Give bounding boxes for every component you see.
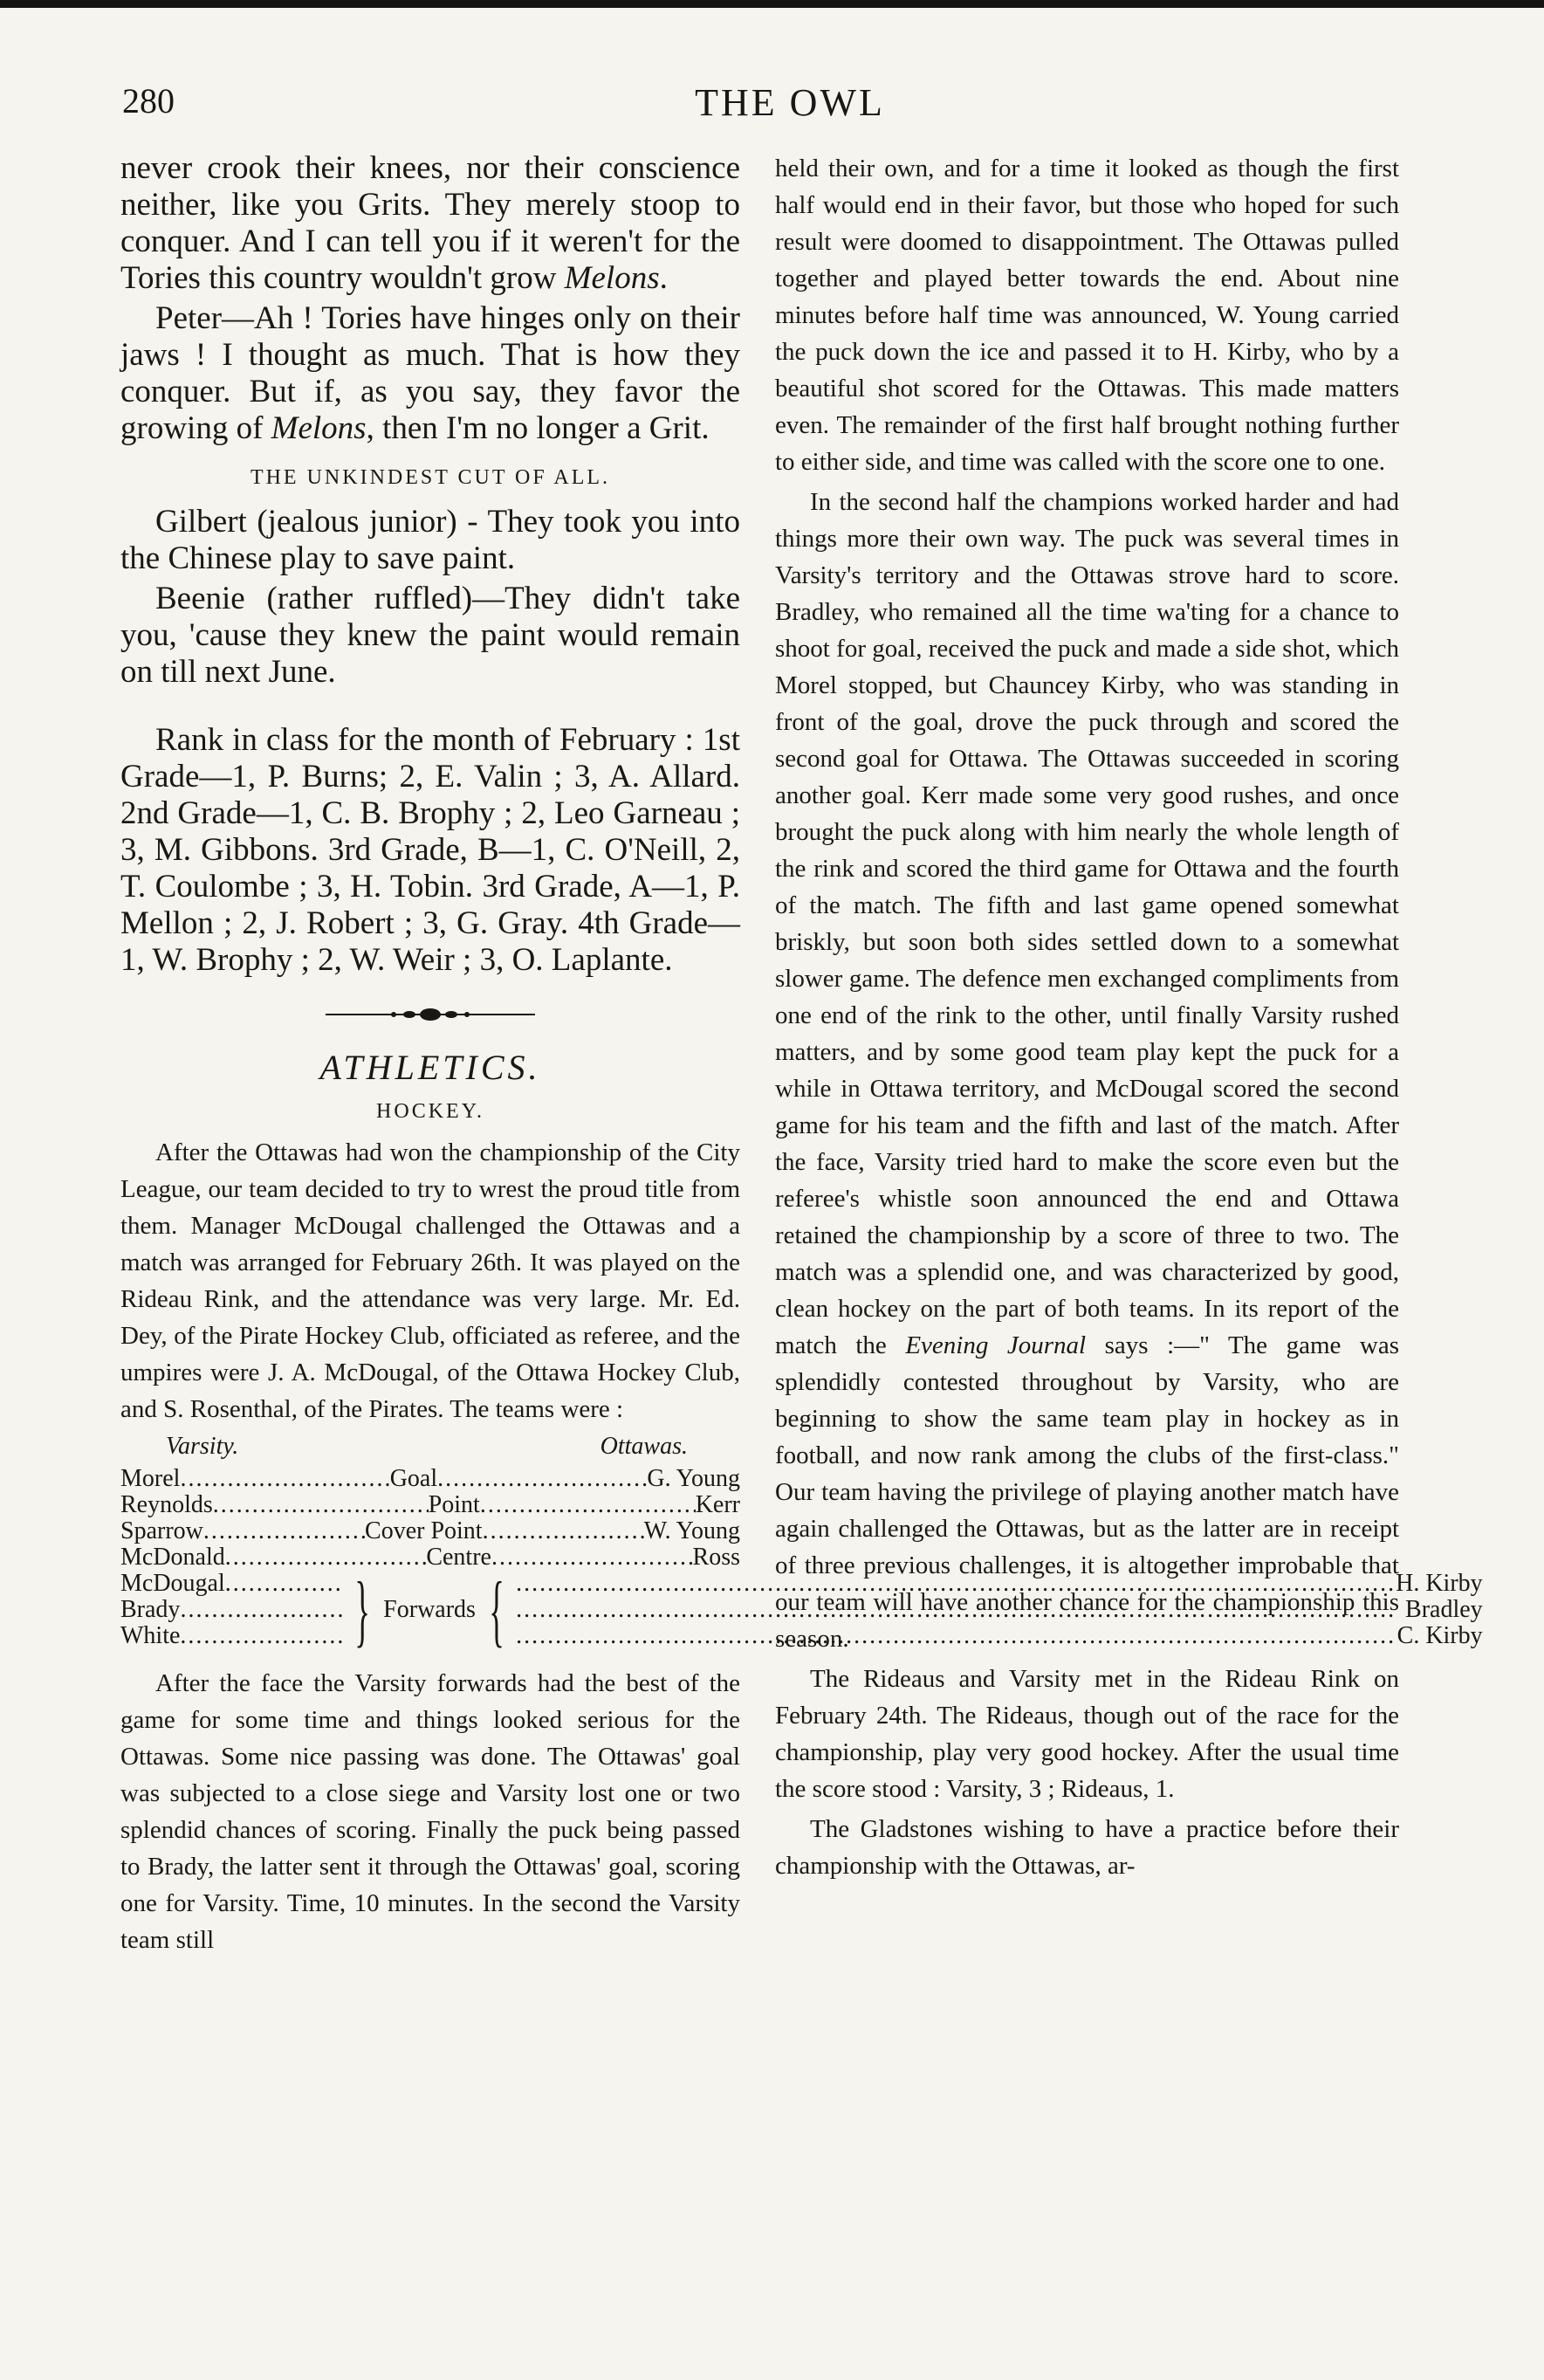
forwards-group <box>120 1565 1483 1654</box>
hockey-heading: HOCKEY. <box>376 1100 484 1123</box>
athletics-heading: ATHLETICS. <box>319 1048 541 1087</box>
forwards-label: Forwards <box>383 1596 476 1623</box>
melons-word: Melons <box>564 260 660 296</box>
beenie-line: Beenie (rather ruffled)—They didn't take you, 'cause they knew the paint would remain on till next June. <box>120 581 740 690</box>
lineup-row: Morel ..... Goal ..... G. Young <box>120 1466 740 1492</box>
bracket-left-icon: } <box>354 1565 370 1654</box>
team-lineup-table <box>120 1433 1483 1654</box>
lineup-row: White ..... <box>120 1623 343 1649</box>
lineup-row: ..... Bradley <box>516 1597 1483 1623</box>
lineup-row: Brady ..... <box>120 1597 343 1623</box>
varsity-label: Varsity. <box>166 1433 239 1460</box>
dialogue-paragraph-2: Peter—Ah ! Tories have hinges only on their jaws ! I thought as much. That is how they conquer. But if, as you say, they favor the growing of Melons, then I'm no longer a Grit. <box>120 300 740 446</box>
team-lineup-header <box>120 1433 740 1461</box>
dialogue-paragraph-1: never crook their knees, nor their conscience neither, like you Grits. They merely stoop to conquer. And I can tell you if it weren't for the Tories this country wouldn't grow Melons. <box>120 150 740 296</box>
section-heading-unkindest: THE UNKINDEST CUT OF ALL. <box>250 466 611 489</box>
hockey-paragraph-1: After the Ottawas had won the championship of the City League, our team decided to try to wrest the proud title from them. Manager McDougal challenged the Ottawas and a match was arranged for February 26th. It was played on the Rideau Rink, and the attendance was very large. Mr. Ed. Dey, of the Pirate Hockey Club, officiated as referee, and the umpires were J. A. McDougal, of the Ottawa Hockey Club, and S. Rosenthal, of the Pirates. The teams were : <box>120 1138 740 1423</box>
lineup-row: ..... C. Kirby <box>516 1623 1483 1649</box>
lineup-row: Reynolds ..... Point ..... Kerr <box>120 1492 740 1518</box>
ornament-divider <box>120 1003 740 1026</box>
ornament-icon <box>326 1003 535 1026</box>
bracket-right-icon: { <box>489 1565 504 1654</box>
ottawas-label: Ottawas. <box>600 1433 688 1460</box>
right-paragraph-3: The Rideaus and Varsity met in the Rideau Rink on February 24th. The Rideaus, though out of the race for the championship, play very good hockey. After the usual time the score stood : Varsity, 3 ; Rideaus, 1. <box>775 1665 1399 1803</box>
lineup-row: McDonald ..... Centre ..... Ross <box>120 1544 740 1571</box>
lineup-row: Sparrow ..... Cover Point ..... W. Young <box>120 1518 740 1544</box>
page-header <box>122 80 1458 133</box>
right-paragraph-2: In the second half the champions worked harder and had things more their own way. The puck was several times in Varsity's territory and the Ottawas strove hard to score. Bradley, who remained all the time wa'ting for a chance to shoot for goal, received the puck and made a side shot, which Morel stopped, but Chauncey Kirby, who was standing in front of the goal, drove the puck through and scored the second goal for Ottawa. The Ottawas succeeded in scoring another goal. Kerr made some very good rushes, and once brought the puck along with him nearly the whole length of the rink and scored the third game for Ottawa and the fourth of the match. The fifth and last game opened somewhat briskly, but soon both sides settled down to a somewhat slower game. The defence men exchanged compliments from one end of the rink to the other, until finally Varsity rushed matters, and by some good team play kept the puck for a while in Ottawa territory, and McDougal scored the second game for his team and the fifth and last of the match. After the face, Varsity tried hard to make the score even but the referee's whistle soon announced the end and Ottawa retained the championship by a score of three to two. The match was a splendid one, and was characterized by good, clean hockey on the part of both teams. In its report of the match the Evening Journal says :—" The game was splendidly contested throughout by Varsity, who are beginning to show the same team play in hockey as in football, and now rank among the clubs of the first-class." Our team having the privilege of playing another match have again challenged the Ottawas, but as the latter are in receipt of three previous challenges, it is altogether improbable that our team will have another chance for the championship this season. <box>775 488 1399 1653</box>
right-paragraph-1: held their own, and for a time it looked as though the first half would end in their favor, but those who hoped for such result were doomed to disappointment. The Ottawas pulled together and played better towards the end. About nine minutes before half time was announced, W. Young carried the puck down the ice and passed it to H. Kirby, who by a beautiful shot scored for the Ottawas. This made matters even. The remainder of the first half brought nothing further to either side, and time was called with the score one to one. <box>775 155 1399 476</box>
hockey-paragraph-2: After the face the Varsity forwards had the best of the game for some time and things looked serious for the Ottawas. Some nice passing was done. The Ottawas' goal was subjected to a close siege and Varsity lost one or two splendid chances of scoring. Finally the puck being passed to Brady, the latter sent it through the Ottawas' goal, scoring one for Varsity. Time, 10 minutes. In the second the Varsity team still <box>120 1669 740 1954</box>
right-paragraph-4: The Gladstones wishing to have a practice before their championship with the Ottawas, ar- <box>775 1815 1399 1880</box>
rank-paragraph: Rank in class for the month of February : 1st Grade—1, P. Burns; 2, E. Valin ; 3, A. Allard. 2nd Grade—1, C. B. Brophy ; 2, Leo Garneau ; 3, M. Gibbons. 3rd Grade, B—1, C. O'Neill, 2, T. Coulombe ; 3, H. Tobin. 3rd Grade, A—1, P. Mellon ; 2, J. Robert ; 3, G. Gray. 4th Grade—1, W. Brophy ; 2, W. Weir ; 3, O. Laplante. <box>120 722 740 978</box>
lineup-row: ..... H. Kirby <box>516 1571 1483 1597</box>
right-column <box>775 150 1399 1888</box>
page-number: 280 <box>122 81 175 120</box>
evening-journal-title: Evening Journal <box>905 1331 1087 1359</box>
melons-word: Melons <box>271 410 367 446</box>
running-title: THE OWL <box>695 81 885 124</box>
top-border <box>0 0 1544 8</box>
gilbert-line: Gilbert (jealous junior) - They took you into the Chinese play to save paint. <box>120 504 740 576</box>
lineup-row: McDougal ..... <box>120 1571 343 1597</box>
